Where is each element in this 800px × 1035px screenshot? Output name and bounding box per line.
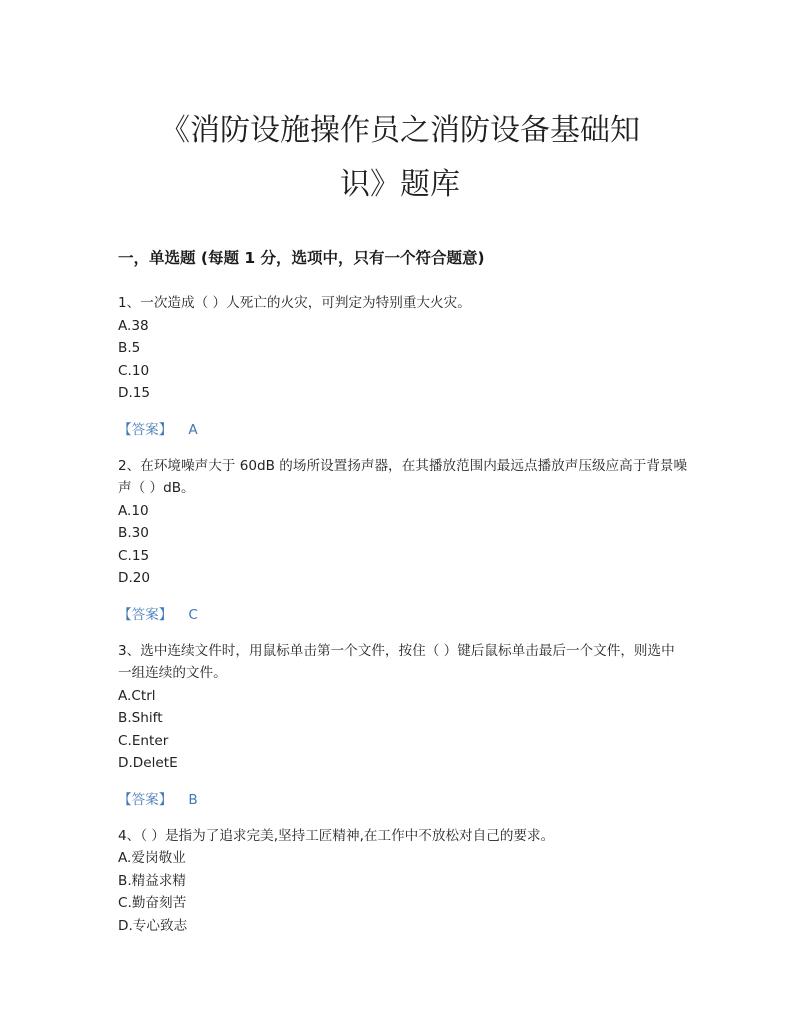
- answer-label: 【答案】: [118, 606, 173, 623]
- answer-value: C: [188, 606, 198, 623]
- option-d: D.15: [118, 385, 151, 401]
- option-c: C.10: [118, 362, 150, 379]
- option-c: C.15: [118, 547, 150, 564]
- title-line-2: 识》题库: [340, 167, 460, 202]
- option-a: A.10: [118, 502, 149, 519]
- option-b: B.Shift: [118, 710, 163, 726]
- question-3: [118, 640, 688, 811]
- option-c: C.Enter: [118, 732, 169, 749]
- question-stem: 2、在环境噪声大于 60dB 的场所设置扬声器，在其播放范围内最远点播放声压级应高于背景噪声（ ）dB。: [118, 457, 688, 496]
- answer-row: [118, 789, 688, 811]
- answer-label: 【答案】: [118, 791, 173, 808]
- answer-label: 【答案】: [118, 421, 173, 438]
- question-4: [118, 825, 688, 938]
- question-2: [118, 455, 688, 626]
- question-stem: 4、（ ）是指为了追求完美,坚持工匠精神,在工作中不放松对自己的要求。: [118, 827, 555, 844]
- option-d: D.20: [118, 570, 151, 586]
- question-stem: 3、选中连续文件时，用鼠标单击第一个文件，按住（ ）键后鼠标单击最后一个文件，则选中一组连续的文件。: [118, 642, 675, 681]
- question-stem: 1、一次造成（ ）人死亡的火灾，可判定为特别重大火灾。: [118, 295, 471, 311]
- question-list: [118, 292, 688, 937]
- option-a: A.38: [118, 317, 149, 334]
- answer-row: [118, 419, 688, 441]
- option-a: A.爱岗敬业: [118, 850, 186, 866]
- option-d: D.DeletE: [118, 755, 178, 771]
- section-heading: 一，单选题 (每题 1 分，选项中，只有一个符合题意): [118, 249, 485, 267]
- option-c: C.勤奋刻苦: [118, 895, 187, 911]
- answer-row: [118, 604, 688, 626]
- answer-value: A: [188, 421, 198, 438]
- document-title: [100, 104, 700, 212]
- option-b: B.精益求精: [118, 872, 187, 889]
- option-d: D.专心致志: [118, 917, 188, 934]
- title-line-1: 《消防设施操作员之消防设备基础知: [160, 113, 640, 148]
- option-b: B.30: [118, 525, 149, 541]
- answer-value: B: [188, 791, 198, 808]
- option-a: A.Ctrl: [118, 687, 156, 704]
- question-1: [118, 292, 688, 441]
- option-b: B.5: [118, 340, 141, 356]
